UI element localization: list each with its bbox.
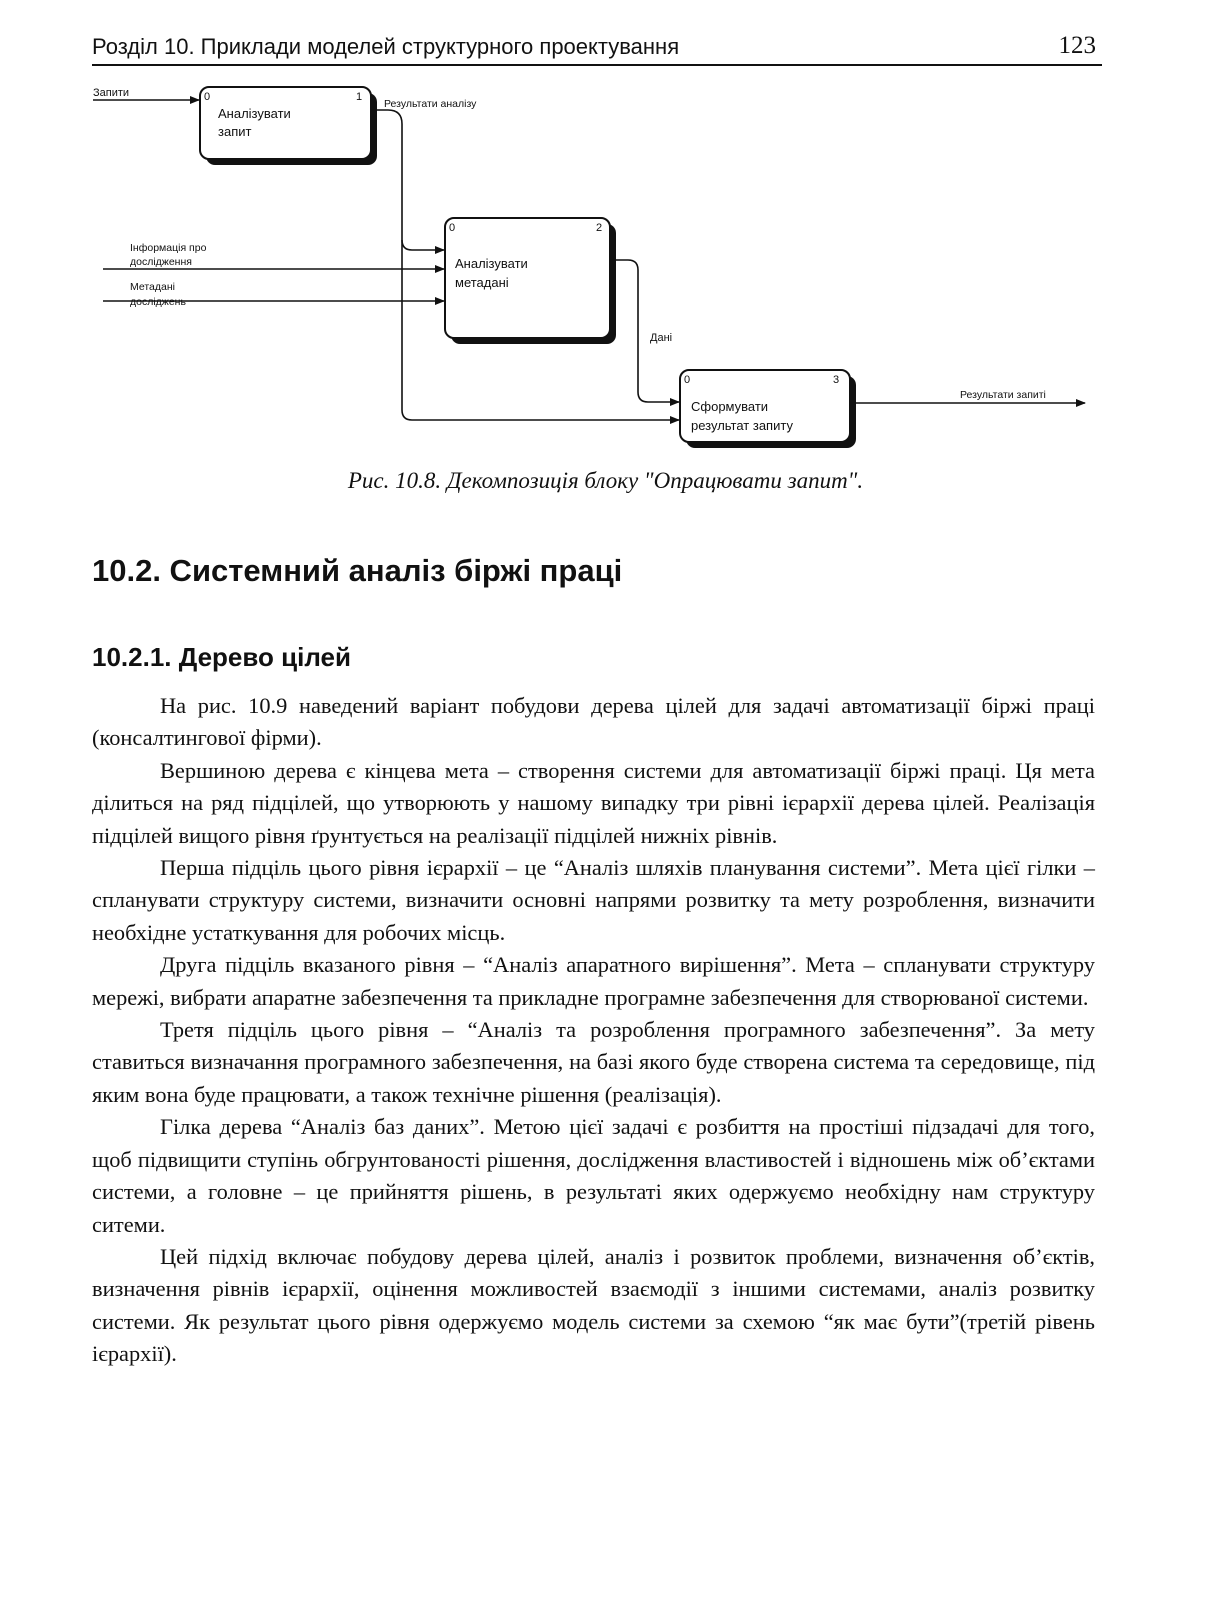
label-query-results: Результати запиті xyxy=(960,389,1046,401)
block-1-number: 1 xyxy=(356,91,363,103)
arrow-data xyxy=(610,260,679,402)
block-1-id: 0 xyxy=(204,91,211,103)
paragraph: На рис. 10.9 наведений варіант побудови дерева цілей для задачі автоматизації біржі праці (консалтингової фірми). xyxy=(92,693,1095,751)
figure-caption: Рис. 10.8. Декомпозиція блоку "Опрацювати запит". xyxy=(347,468,864,493)
body-text xyxy=(92,690,1095,1371)
block-3-number: 3 xyxy=(833,374,840,386)
block-2-id: 0 xyxy=(449,222,456,234)
block-3-line-1: Сформувати xyxy=(691,399,769,414)
label-research-metadata-2: досліджень xyxy=(130,296,186,308)
block-3-line-2: результат запиту xyxy=(691,418,793,433)
paragraph: Друга підціль вказаного рівня – “Аналіз апаратного вирішення”. Мета – спланувати структуру мережі, вибрати апаратне забезпечення та прикладне програмне забезпечення для створюваної системи. xyxy=(92,952,1095,1010)
block-3-id: 0 xyxy=(684,374,691,386)
label-requests: Запити xyxy=(93,87,130,99)
label-research-metadata-1: Метадані xyxy=(130,281,175,293)
arrow-analysis-results-branch xyxy=(402,240,444,250)
idef0-diagram xyxy=(0,0,1211,470)
chapter-title: Розділ 10. Приклади моделей структурного проектування xyxy=(92,34,680,59)
paragraph: Перша підціль цього рівня ієрархії – це “Аналіз шляхів планування системи”. Мета цієї гілки – спланувати структуру системи, визначити основні напрями розвитку та мету розроблення, визначити необхідне устаткування для робочих місць. xyxy=(92,855,1095,945)
block-2-number: 2 xyxy=(596,222,603,234)
block-2-line-2: метадані xyxy=(455,275,509,290)
block-analyze-metadata xyxy=(445,218,616,344)
block-1-line-2: запит xyxy=(218,124,252,139)
label-research-info-1: Інформація про xyxy=(130,242,207,254)
paragraph: Вершиною дерева є кінцева мета – створення системи для автоматизації біржі праці. Ця мета ділиться на ряд підцілей, що утворюють у нашому випадку три рівні ієрархії дерева цілей. Реалізація підцілей вищого рівня ґрунтується на реалізації підцілей нижніх рівнів. xyxy=(92,757,1095,848)
section-title: 10.2. Системний аналіз біржі праці xyxy=(92,553,623,588)
label-research-info-2: дослідження xyxy=(130,256,192,268)
paragraph: Цей підхід включає побудову дерева цілей, аналіз і розвиток проблеми, визначення об’єктів, визначення рівнів ієрархії, оцінення можливостей взаємодії з іншими системами, аналіз розвитку системи. Як результат цього рівня одержуємо модель системи за схемою “як має бути”(третій рівень ієрархії). xyxy=(92,1243,1095,1367)
label-data: Дані xyxy=(650,332,673,344)
block-analyze-request xyxy=(200,87,377,165)
paragraph: Гілка дерева “Аналіз баз даних”. Метою цієї задачі є розбиття на простіші підзадачі для того, щоб підвищити ступінь обгрунтованості рішення, дослідження властивостей і відношень між об’єктами системи, а головне – це прийняття рішень, в результаті яких одержуємо необхідну нам структуру ситеми. xyxy=(92,1114,1095,1237)
label-analysis-results: Результати аналізу xyxy=(384,98,477,110)
block-form-result xyxy=(680,370,856,448)
block-1-line-1: Аналізувати xyxy=(218,106,291,121)
paragraph: Третя підціль цього рівня – “Аналіз та розроблення програмного забезпечення”. За мету ставиться визначання програмного забезпечення, на базі якого буде створена система та середовище, під яким вона буде працювати, а також технічне рішення (реалізація). xyxy=(92,1017,1095,1107)
block-2-line-1: Аналізувати xyxy=(455,256,528,271)
subsection-title: 10.2.1. Дерево цілей xyxy=(92,642,351,672)
page-number: 123 xyxy=(1058,32,1096,59)
